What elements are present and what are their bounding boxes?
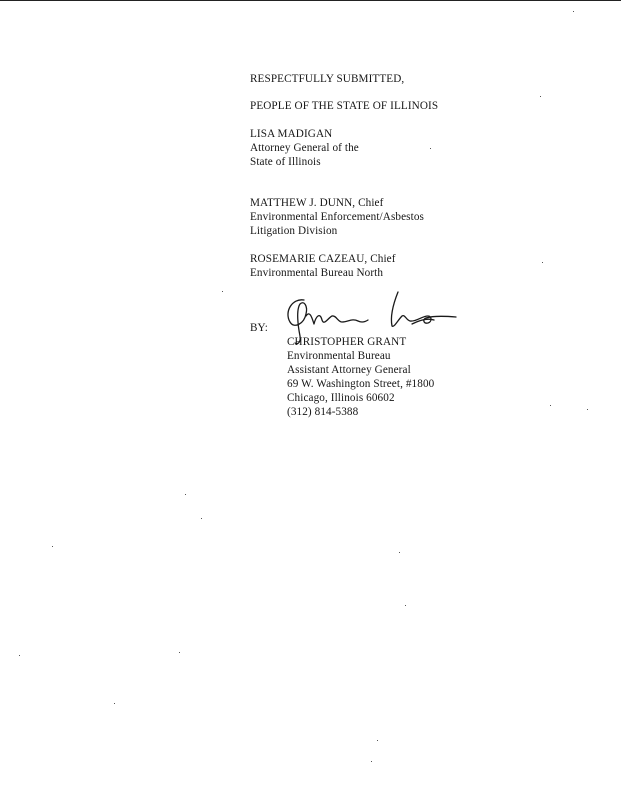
scan-speck bbox=[430, 148, 431, 149]
chief-1-name: MATTHEW J. DUNN, Chief bbox=[250, 197, 384, 209]
signer-line-2: Assistant Attorney General bbox=[287, 364, 411, 376]
scan-speck bbox=[399, 552, 400, 553]
scan-speck bbox=[201, 518, 202, 519]
scan-speck bbox=[587, 409, 588, 410]
attorney-general-title-1: Attorney General of the bbox=[250, 142, 359, 154]
scan-speck bbox=[185, 494, 186, 495]
scan-speck bbox=[371, 761, 372, 762]
scan-speck bbox=[540, 96, 541, 97]
chief-2-title-1: Environmental Bureau North bbox=[250, 267, 384, 279]
chief-1-title-2: Litigation Division bbox=[250, 225, 338, 237]
page-top-edge bbox=[0, 0, 621, 1]
scan-speck bbox=[114, 703, 115, 704]
closing-line: RESPECTFULLY SUBMITTED, bbox=[250, 73, 405, 85]
signer-name: CHRISTOPHER GRANT bbox=[287, 336, 407, 348]
scan-speck bbox=[573, 11, 574, 12]
signer-line-5: (312) 814-5388 bbox=[287, 406, 359, 418]
signer-line-3: 69 W. Washington Street, #1800 bbox=[287, 378, 435, 390]
signer-line-1: Environmental Bureau bbox=[287, 350, 391, 362]
chief-1-title-1: Environmental Enforcement/Asbestos bbox=[250, 211, 424, 223]
scan-speck bbox=[377, 740, 378, 741]
by-label: BY: bbox=[250, 322, 268, 334]
scan-speck bbox=[550, 405, 551, 406]
scan-speck bbox=[179, 652, 180, 653]
signer-line-4: Chicago, Illinois 60602 bbox=[287, 392, 395, 404]
attorney-general-name: LISA MADIGAN bbox=[250, 128, 333, 140]
scan-speck bbox=[19, 655, 20, 656]
scan-speck bbox=[542, 262, 543, 263]
scan-speck bbox=[222, 291, 223, 292]
scan-speck bbox=[52, 546, 53, 547]
attorney-general-title-2: State of Illinois bbox=[250, 156, 321, 168]
scan-speck bbox=[405, 605, 406, 606]
party-line: PEOPLE OF THE STATE OF ILLINOIS bbox=[250, 100, 439, 112]
chief-2-name: ROSEMARIE CAZEAU, Chief bbox=[250, 253, 396, 265]
